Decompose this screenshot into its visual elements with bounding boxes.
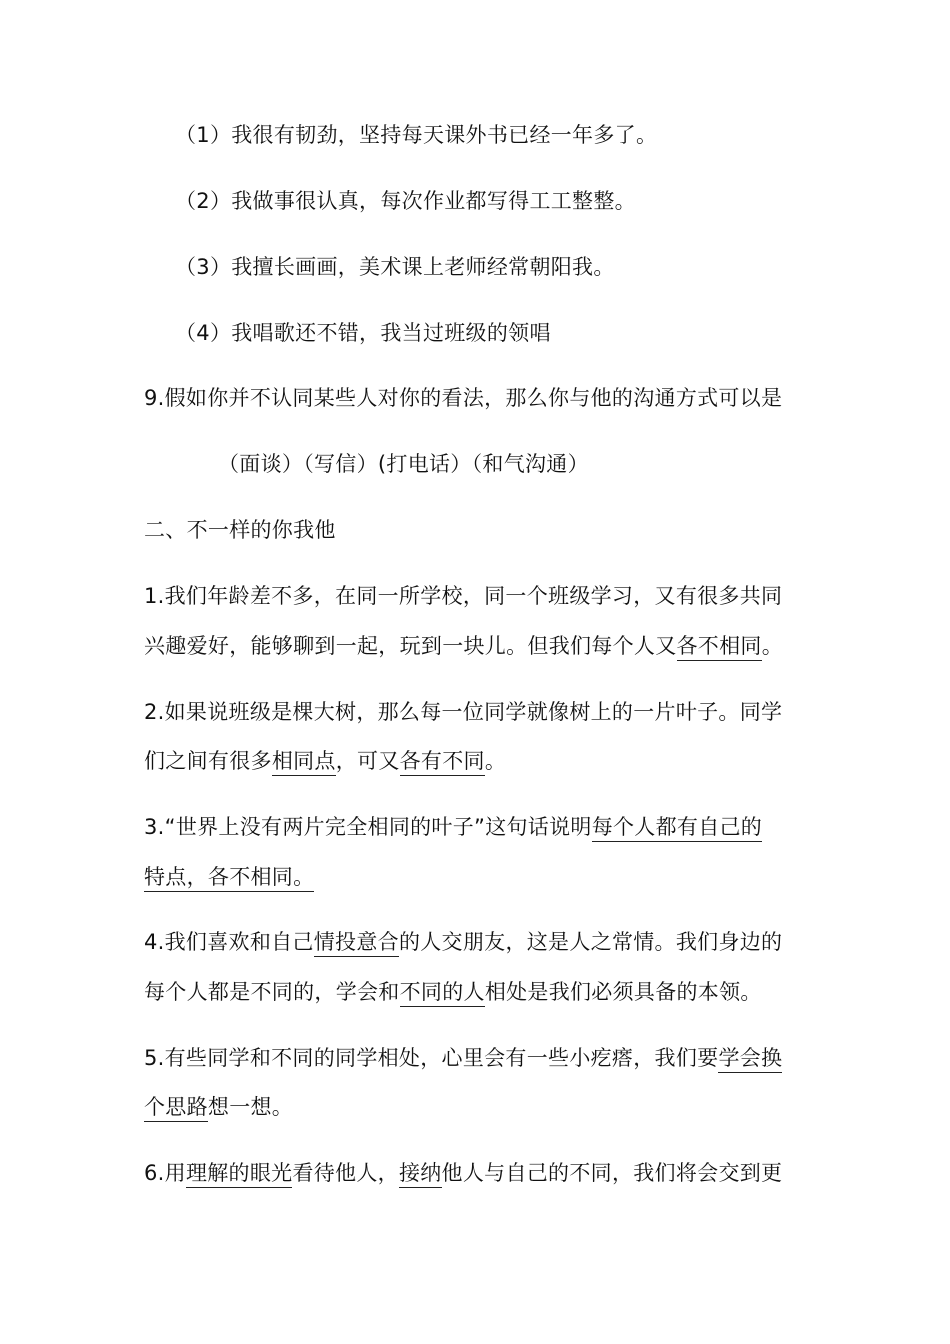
text-segment: 5.有些同学和不同的同学相处，心里会有一些小疙瘩，我们要 <box>144 1046 719 1070</box>
underlined-answer: 特点，各不相同。 <box>144 865 314 892</box>
line-l14 <box>144 927 824 957</box>
underlined-answer: 学会换 <box>718 1046 782 1073</box>
line-l10 <box>144 697 824 727</box>
underlined-answer: 情投意合 <box>314 930 399 957</box>
line-l6 <box>218 449 898 479</box>
text-segment: 。 <box>484 749 507 773</box>
line-l15 <box>144 977 824 1007</box>
text-segment: （2）我做事很认真，每次作业都写得工工整整。 <box>175 189 636 213</box>
underlined-answer: 理解的眼光 <box>186 1161 293 1188</box>
line-l18 <box>144 1158 824 1188</box>
line-l4 <box>175 318 855 348</box>
line-l11 <box>144 746 824 776</box>
underlined-answer: 相同点 <box>272 749 336 776</box>
text-segment: 2.如果说班级是棵大树，那么每一位同学就像树上的一片叶子。同学 <box>144 700 783 724</box>
line-l8 <box>144 581 824 611</box>
line-l2 <box>175 186 855 216</box>
line-l9 <box>144 631 824 661</box>
text-segment: （面谈）（写信）(打电话）（和气沟通） <box>218 452 589 476</box>
line-l1 <box>175 120 855 150</box>
text-segment: （3）我擅长画画，美术课上老师经常朝阳我。 <box>175 255 615 279</box>
text-segment: 9.假如你并不认同某些人对你的看法，那么你与他的沟通方式可以是 <box>144 386 783 410</box>
line-l3 <box>175 252 855 282</box>
text-segment: 想一想。 <box>207 1095 294 1119</box>
section-heading <box>144 515 824 545</box>
text-segment: 每个人都是不同的，学会和 <box>144 980 400 1004</box>
text-segment: 相处是我们必须具备的本领。 <box>484 980 762 1004</box>
text-segment: 的人交朋友，这是人之常情。我们身边的 <box>398 930 783 954</box>
text-segment: 6.用 <box>144 1161 186 1185</box>
line-l17 <box>144 1092 824 1122</box>
text-segment: （4）我唱歌还不错，我当过班级的领唱 <box>175 321 551 345</box>
line-l16 <box>144 1043 824 1073</box>
text-segment: 们之间有很多 <box>144 749 272 773</box>
text-segment: （1）我很有韧劲，坚持每天课外书已经一年多了。 <box>175 123 658 147</box>
text-segment: 他人与自己的不同，我们将会交到更 <box>441 1161 783 1185</box>
text-segment: ，可又 <box>335 749 400 773</box>
line-l12 <box>144 812 824 842</box>
text-segment: 二、不一样的你我他 <box>144 518 336 542</box>
text-segment: 看待他人， <box>292 1161 399 1185</box>
text-segment: 4.我们喜欢和自己 <box>144 930 314 954</box>
line-l13 <box>144 862 824 892</box>
text-segment: 3.“世界上没有两片完全相同的叶子”这句话说明 <box>144 815 592 839</box>
text-segment: 兴趣爱好，能够聊到一起，玩到一块儿。但我们每个人又 <box>144 634 677 658</box>
underlined-answer: 接纳 <box>399 1161 442 1188</box>
text-segment: 1.我们年龄差不多，在同一所学校，同一个班级学习，又有很多共同 <box>144 584 783 608</box>
line-l5 <box>144 383 824 413</box>
underlined-answer: 个思路 <box>144 1095 208 1122</box>
underlined-answer: 每个人都有自己的 <box>592 815 762 842</box>
text-segment: 。 <box>761 634 784 658</box>
underlined-answer: 不同的人 <box>400 980 485 1007</box>
underlined-answer: 各不相同 <box>677 634 762 661</box>
underlined-answer: 各有不同 <box>400 749 485 776</box>
